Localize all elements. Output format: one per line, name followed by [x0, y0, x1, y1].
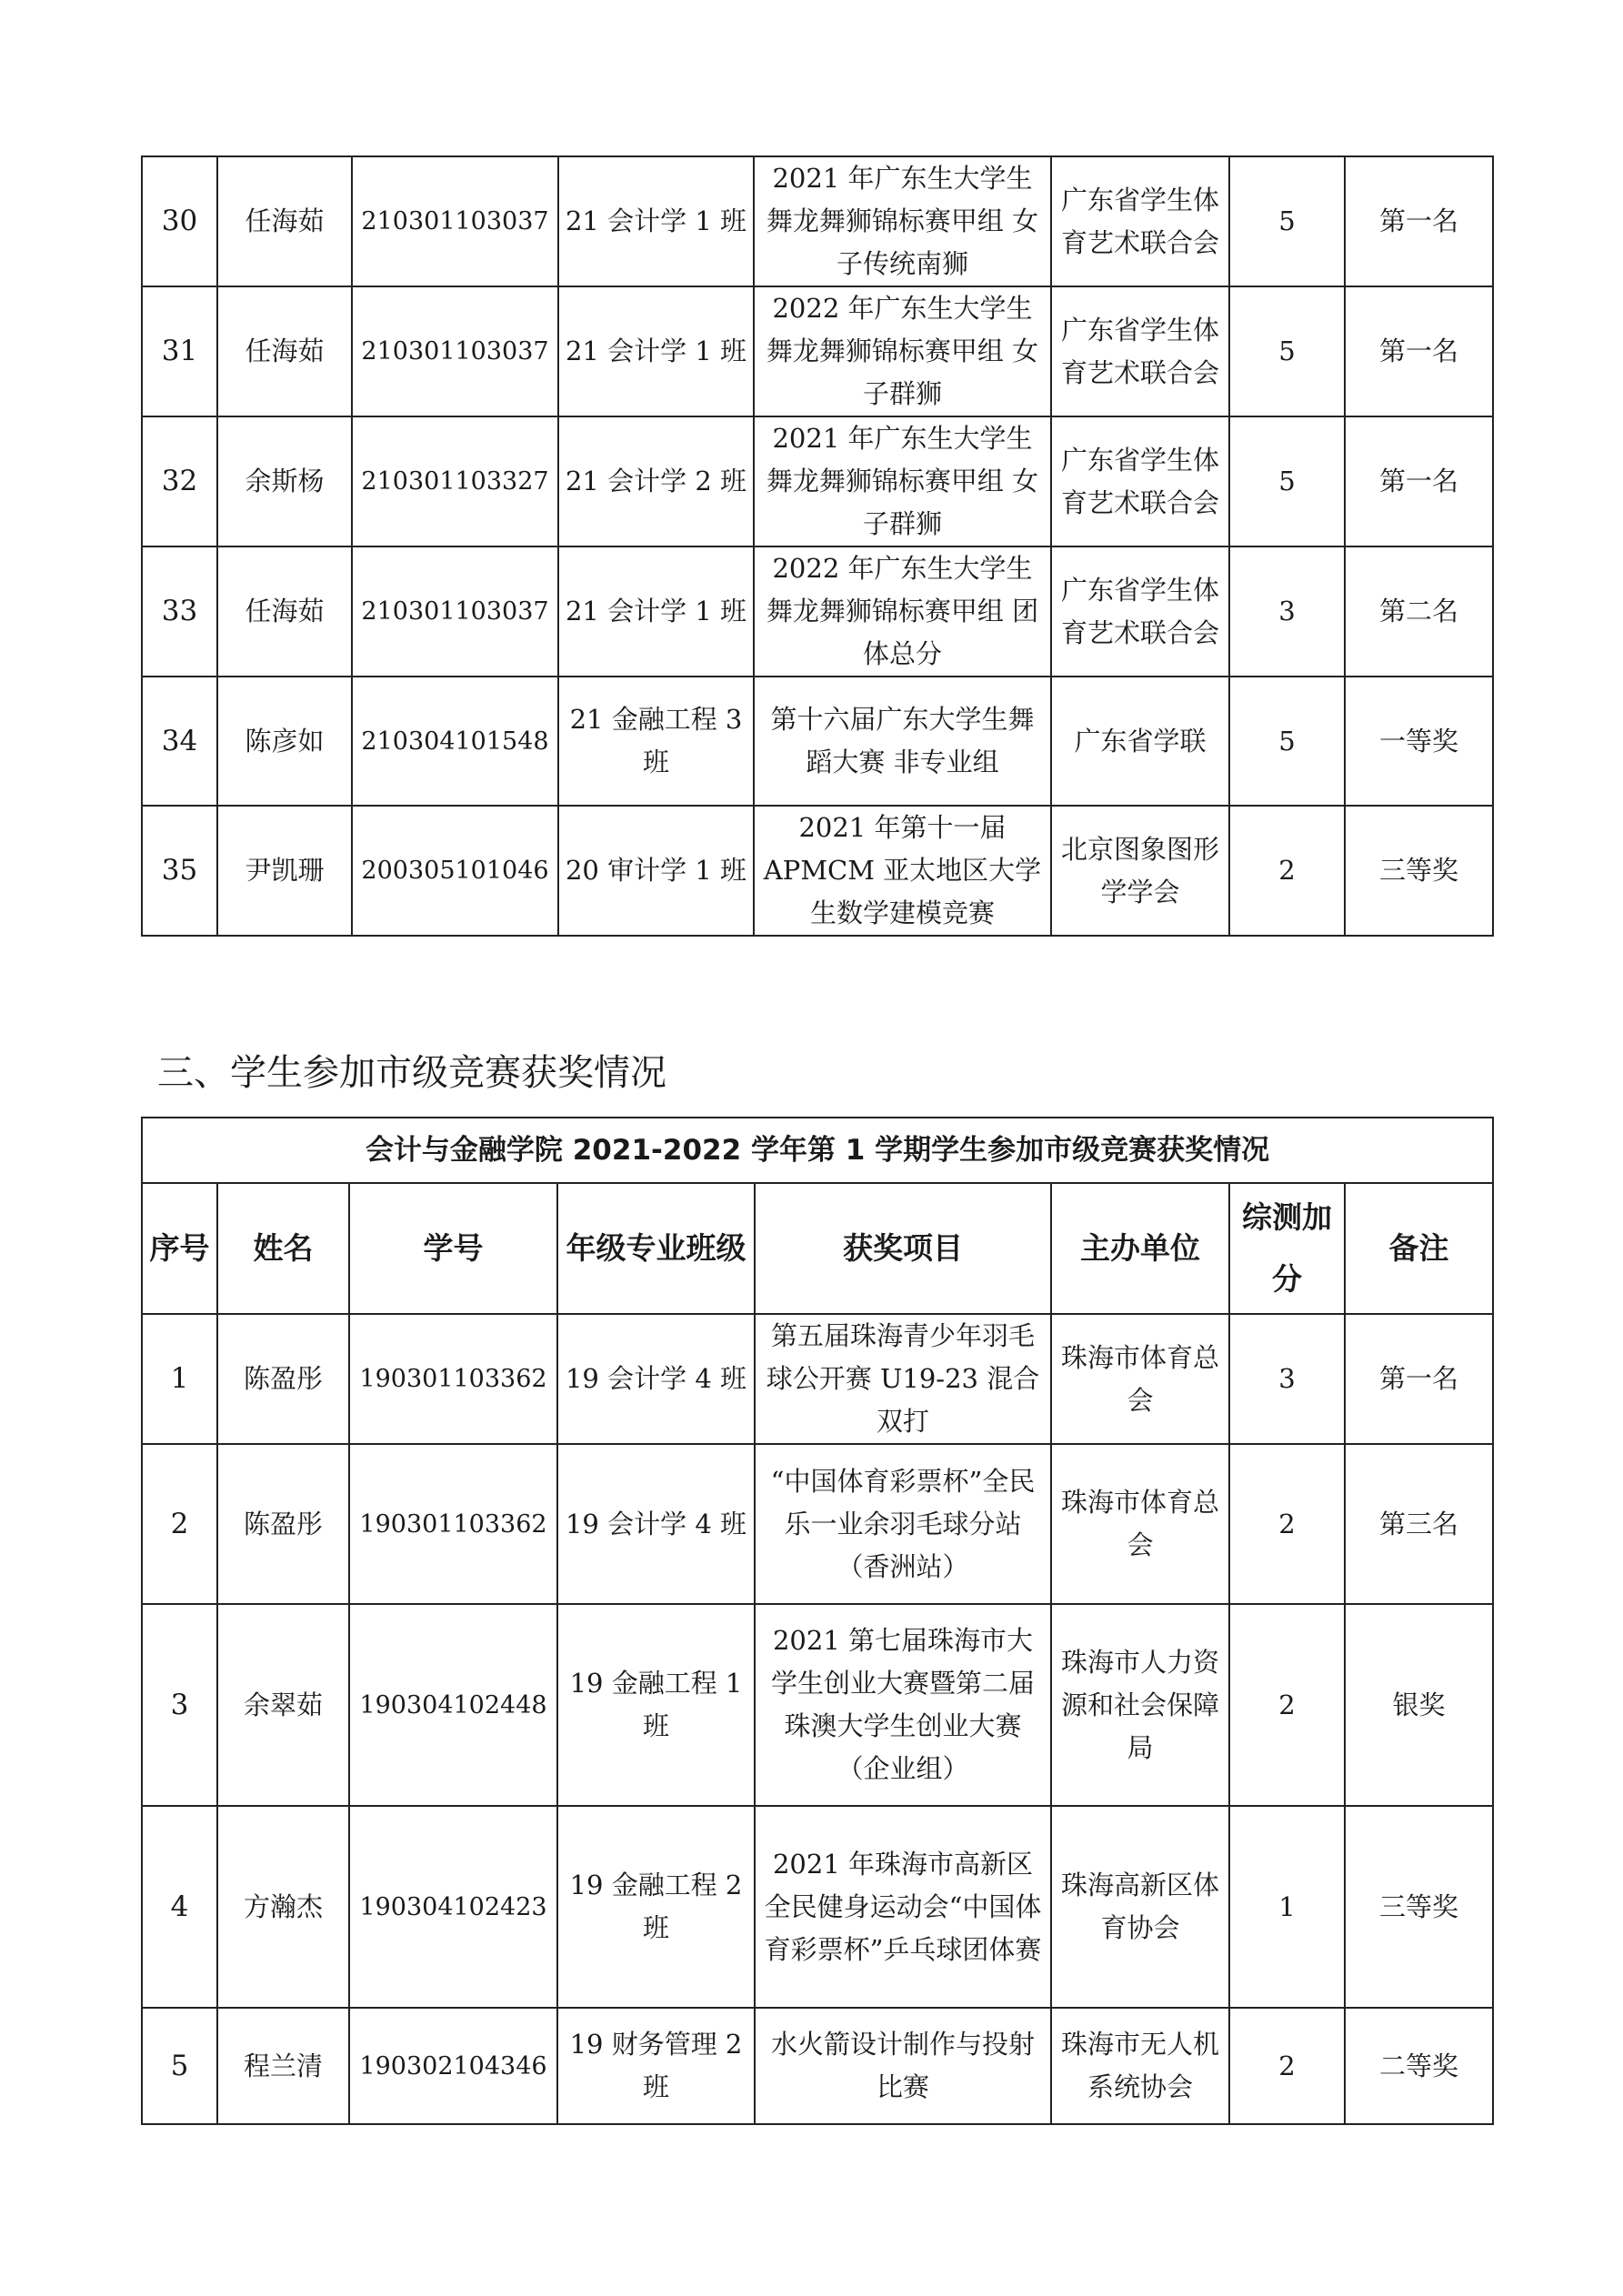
cell-class: 19 金融工程 1 班 — [557, 1604, 755, 1806]
header-class: 年级专业班级 — [557, 1183, 755, 1314]
header-note: 备注 — [1345, 1183, 1493, 1314]
cell-class: 19 财务管理 2 班 — [557, 2008, 755, 2124]
cell-project: 2021 年珠海市高新区全民健身运动会“中国体育彩票杯”乒乓球团体赛 — [755, 1806, 1051, 2008]
cell-seq: 4 — [142, 1806, 217, 2008]
cell-points: 2 — [1229, 1604, 1345, 1806]
cell-organizer: 珠海市无人机系统协会 — [1051, 2008, 1229, 2124]
cell-id: 200305101046 — [352, 806, 558, 936]
header-name: 姓名 — [217, 1183, 349, 1314]
cell-note: 银奖 — [1345, 1604, 1493, 1806]
cell-class: 19 会计学 4 班 — [557, 1314, 755, 1444]
header-seq: 序号 — [142, 1183, 217, 1314]
table-row — [142, 546, 1493, 677]
cell-points: 3 — [1229, 546, 1345, 677]
cell-note: 第一名 — [1345, 416, 1493, 546]
cell-class: 20 审计学 1 班 — [558, 806, 754, 936]
cell-note: 第一名 — [1345, 1314, 1493, 1444]
cell-name: 程兰清 — [217, 2008, 349, 2124]
cell-seq: 1 — [142, 1314, 217, 1444]
cell-note: 第三名 — [1345, 1444, 1493, 1604]
cell-project: 2021 年广东生大学生舞龙舞狮锦标赛甲组 女子群狮 — [754, 416, 1051, 546]
cell-organizer: 广东省学联 — [1051, 677, 1229, 806]
header-points: 综测加分 — [1229, 1183, 1345, 1314]
cell-seq: 3 — [142, 1604, 217, 1806]
cell-organizer: 广东省学生体育艺术联合会 — [1051, 156, 1229, 286]
table-row — [142, 416, 1493, 546]
cell-name: 陈彦如 — [217, 677, 352, 806]
cell-id: 190301103362 — [349, 1314, 557, 1444]
table-row — [142, 806, 1493, 936]
cell-organizer: 珠海市体育总会 — [1051, 1314, 1229, 1444]
cell-project: “中国体育彩票杯”全民乐一业余羽毛球分站（香洲站） — [755, 1444, 1051, 1604]
cell-seq: 2 — [142, 1444, 217, 1604]
cell-class: 21 金融工程 3 班 — [558, 677, 754, 806]
cell-points: 2 — [1229, 2008, 1345, 2124]
table-caption: 会计与金融学院 2021-2022 学年第 1 学期学生参加市级竞赛获奖情况 — [142, 1118, 1493, 1183]
header-project: 获奖项目 — [755, 1183, 1051, 1314]
cell-note: 三等奖 — [1345, 1806, 1493, 2008]
cell-class: 21 会计学 2 班 — [558, 416, 754, 546]
cell-class: 19 会计学 4 班 — [557, 1444, 755, 1604]
cell-project: 第十六届广东大学生舞蹈大赛 非专业组 — [754, 677, 1051, 806]
cell-name: 余翠茹 — [217, 1604, 349, 1806]
cell-project: 2021 年广东生大学生舞龙舞狮锦标赛甲组 女子传统南狮 — [754, 156, 1051, 286]
city-awards-table — [141, 1117, 1494, 2125]
cell-project: 2021 年第十一届 APMCM 亚太地区大学生数学建模竞赛 — [754, 806, 1051, 936]
cell-points: 2 — [1229, 1444, 1345, 1604]
cell-class: 21 会计学 1 班 — [558, 156, 754, 286]
cell-id: 190301103362 — [349, 1444, 557, 1604]
section-heading: 三、学生参加市级竞赛获奖情况 — [157, 1052, 666, 1094]
cell-name: 陈盈彤 — [217, 1314, 349, 1444]
table-row — [142, 286, 1493, 416]
cell-class: 19 金融工程 2 班 — [557, 1806, 755, 2008]
cell-note: 一等奖 — [1345, 677, 1493, 806]
cell-points: 1 — [1229, 1806, 1345, 2008]
cell-organizer: 广东省学生体育艺术联合会 — [1051, 286, 1229, 416]
cell-name: 方瀚杰 — [217, 1806, 349, 2008]
cell-name: 尹凯珊 — [217, 806, 352, 936]
cell-seq: 30 — [142, 156, 217, 286]
cell-seq: 31 — [142, 286, 217, 416]
cell-organizer: 珠海市人力资源和社会保障局 — [1051, 1604, 1229, 1806]
cell-name: 陈盈彤 — [217, 1444, 349, 1604]
header-organizer: 主办单位 — [1051, 1183, 1229, 1314]
cell-points: 5 — [1229, 677, 1345, 806]
cell-organizer: 广东省学生体育艺术联合会 — [1051, 546, 1229, 677]
cell-id: 210301103327 — [352, 416, 558, 546]
cell-points: 3 — [1229, 1314, 1345, 1444]
cell-id: 210301103037 — [352, 286, 558, 416]
cell-id: 190304102448 — [349, 1604, 557, 1806]
cell-points: 2 — [1229, 806, 1345, 936]
cell-name: 余斯杨 — [217, 416, 352, 546]
table-row — [142, 156, 1493, 286]
cell-id: 210301103037 — [352, 546, 558, 677]
cell-id: 190302104346 — [349, 2008, 557, 2124]
table-row — [142, 1444, 1493, 1604]
cell-organizer: 珠海市体育总会 — [1051, 1444, 1229, 1604]
cell-id: 190304102423 — [349, 1806, 557, 2008]
cell-note: 三等奖 — [1345, 806, 1493, 936]
cell-organizer: 珠海高新区体育协会 — [1051, 1806, 1229, 2008]
cell-seq: 5 — [142, 2008, 217, 2124]
cell-organizer: 广东省学生体育艺术联合会 — [1051, 416, 1229, 546]
cell-points: 5 — [1229, 416, 1345, 546]
cell-seq: 34 — [142, 677, 217, 806]
cell-name: 任海茹 — [217, 286, 352, 416]
cell-points: 5 — [1229, 286, 1345, 416]
table-row — [142, 1314, 1493, 1444]
cell-seq: 35 — [142, 806, 217, 936]
cell-note: 第二名 — [1345, 546, 1493, 677]
cell-name: 任海茹 — [217, 546, 352, 677]
table-row — [142, 677, 1493, 806]
top-awards-table — [141, 155, 1494, 937]
cell-project: 2022 年广东生大学生舞龙舞狮锦标赛甲组 团体总分 — [754, 546, 1051, 677]
cell-project: 2022 年广东生大学生舞龙舞狮锦标赛甲组 女子群狮 — [754, 286, 1051, 416]
cell-class: 21 会计学 1 班 — [558, 286, 754, 416]
cell-project: 水火箭设计制作与投射比赛 — [755, 2008, 1051, 2124]
cell-seq: 33 — [142, 546, 217, 677]
cell-points: 5 — [1229, 156, 1345, 286]
cell-project: 第五届珠海青少年羽毛球公开赛 U19-23 混合双打 — [755, 1314, 1051, 1444]
table-row — [142, 1604, 1493, 1806]
cell-id: 210304101548 — [352, 677, 558, 806]
cell-class: 21 会计学 1 班 — [558, 546, 754, 677]
cell-seq: 32 — [142, 416, 217, 546]
cell-id: 210301103037 — [352, 156, 558, 286]
cell-name: 任海茹 — [217, 156, 352, 286]
cell-note: 第一名 — [1345, 156, 1493, 286]
cell-project: 2021 第七届珠海市大学生创业大赛暨第二届珠澳大学生创业大赛（企业组） — [755, 1604, 1051, 1806]
table-row — [142, 2008, 1493, 2124]
cell-note: 第一名 — [1345, 286, 1493, 416]
table-row — [142, 1806, 1493, 2008]
cell-organizer: 北京图象图形学学会 — [1051, 806, 1229, 936]
header-id: 学号 — [349, 1183, 557, 1314]
cell-note: 二等奖 — [1345, 2008, 1493, 2124]
